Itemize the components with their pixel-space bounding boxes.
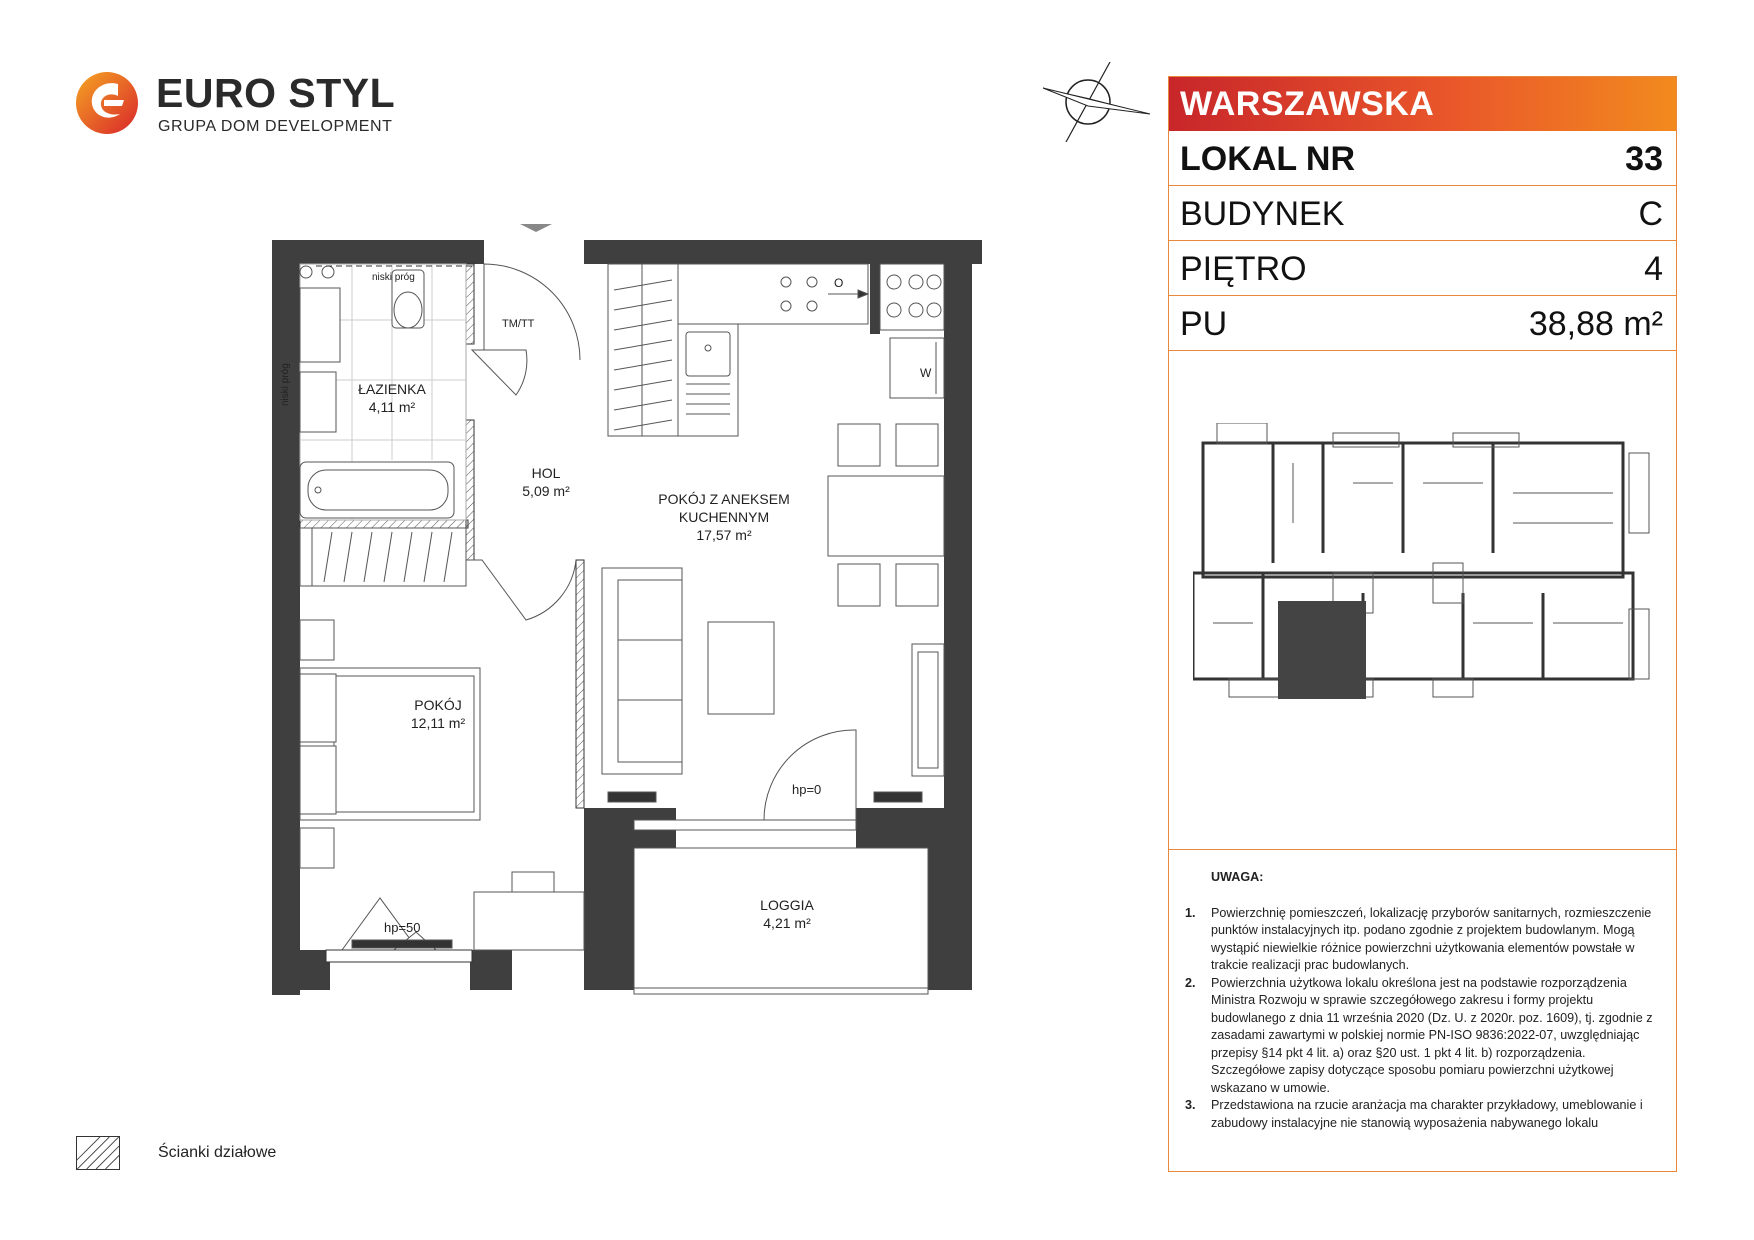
info-panel — [1168, 76, 1677, 1172]
room-area-lazienka: 4,11 m² — [368, 399, 416, 415]
note-number: 1. — [1185, 905, 1196, 920]
euro-styl-logo-icon — [74, 70, 140, 136]
label-niski-prog-side: niski próg — [280, 363, 291, 406]
room-area-pokoj: 12,11 m² — [410, 715, 466, 731]
legend — [76, 1136, 376, 1176]
room-area-hol: 5,09 m² — [522, 483, 570, 499]
room-area-loggia: 4,21 m² — [763, 915, 811, 931]
floor-plan-drawing — [272, 220, 982, 995]
north-arrow-icon — [1038, 62, 1158, 142]
room-name-hol: HOL — [531, 465, 561, 481]
row-pietro-value: 4 — [1644, 250, 1663, 288]
note-item — [1185, 905, 1655, 975]
note-number: 3. — [1185, 1098, 1196, 1112]
row-pu — [1169, 296, 1676, 351]
label-tmtt: TM/TT — [502, 318, 535, 330]
label-oven: O — [834, 276, 844, 290]
row-pietro-key: PIĘTRO — [1180, 250, 1307, 288]
bedroom-furniture — [300, 620, 584, 962]
room-label-hol — [522, 464, 569, 500]
living-furniture — [602, 568, 774, 774]
logo-subtitle: GRUPA DOM DEVELOPMENT — [158, 118, 393, 135]
notes-separator — [1169, 849, 1676, 850]
logo-brand: EURO STYL — [156, 70, 396, 116]
key-plan-thumbnail — [1193, 423, 1653, 741]
room-label-lazienka — [358, 380, 426, 416]
legend-label: Ścianki działowe — [158, 1144, 277, 1161]
floor-plan — [272, 220, 982, 995]
row-lokal-nr-key: LOKAL NR — [1180, 140, 1356, 178]
hall-wardrobe — [300, 528, 466, 586]
entrance-door — [466, 224, 580, 620]
room-name-pokoj-aneks-line1: POKÓJ Z ANEKSEM — [658, 491, 790, 507]
room-area-pokoj-aneks: 17,57 m² — [696, 527, 752, 543]
room-label-pokoj-aneks — [658, 490, 789, 544]
panel-header — [1169, 77, 1676, 131]
room-name-pokoj-aneks-line2: KUCHENNYM — [678, 509, 770, 525]
label-hp50: hp=50 — [384, 920, 421, 935]
label-niski-prog-top: niski próg — [372, 272, 415, 283]
row-budynek-value: C — [1638, 195, 1663, 233]
row-pu-value: 38,88 m² — [1528, 305, 1663, 343]
note-text: Przedstawiona na rzucie aranżacja ma charakter przykładowy, umeblowanie i zabudowy instalacyjne nie stanowią wyposażenia nabywanego lokalu — [1211, 1098, 1643, 1130]
row-pu-key: PU — [1180, 305, 1228, 343]
partition-hatch-icon — [76, 1136, 120, 1170]
room-name-pokoj: POKÓJ — [414, 697, 462, 713]
room-name-loggia: LOGGIA — [760, 897, 814, 913]
note-text: Powierzchnia użytkowa lokalu określona jest na podstawie rozporządzenia Ministra Rozwoju w sprawie szczegółowego zakresu i formy projektu budowlanego z dnia 11 września 2020 (Dz. U. z 2020r. poz. 1609), tj. zgodnie z zasadami zawartymi w polskiej normie PN-ISO 9836:2022-07, uwzględniając przepisy §14 pkt 4 lit. a) oraz §20 ust. 1 pkt 4 lit. b) rozporządzenia. Szczegółowe zapisy dotyczące sposobu pomiaru powierzchni użytkowej wskazano w umowie. — [1211, 975, 1653, 1095]
logo — [74, 68, 394, 148]
label-hp0: hp=0 — [792, 782, 822, 797]
dining-furniture — [828, 424, 944, 776]
note-number: 2. — [1185, 975, 1196, 990]
notes-title: UWAGA: — [1211, 870, 1264, 884]
note-text: Powierzchnię pomieszczeń, lokalizację przyborów sanitarnych, rozmieszczenie punktów instalacyjnych itp. podano zgodnie z projektem budowlanym. Mogą wystąpić niewielkie różnice powierzchni użytkowania elementów powstałe w trakcie realizacji prac budowlanych. — [1211, 905, 1652, 972]
key-plan-highlight — [1278, 601, 1366, 699]
row-lokal-nr — [1169, 131, 1676, 186]
kitchen-fixtures — [608, 264, 944, 436]
row-pietro — [1169, 241, 1676, 296]
investment-name: WARSZAWSKA — [1180, 85, 1435, 123]
row-lokal-nr-value: 33 — [1625, 140, 1663, 178]
row-budynek — [1169, 186, 1676, 241]
note-item — [1185, 1097, 1655, 1132]
room-label-pokoj — [411, 696, 465, 732]
notes — [1185, 869, 1655, 1132]
label-washer: W — [920, 366, 932, 380]
note-item — [1185, 975, 1655, 1098]
room-name-lazienka: ŁAZIENKA — [358, 381, 426, 397]
room-label-loggia — [760, 896, 814, 932]
row-budynek-key: BUDYNEK — [1180, 195, 1345, 233]
